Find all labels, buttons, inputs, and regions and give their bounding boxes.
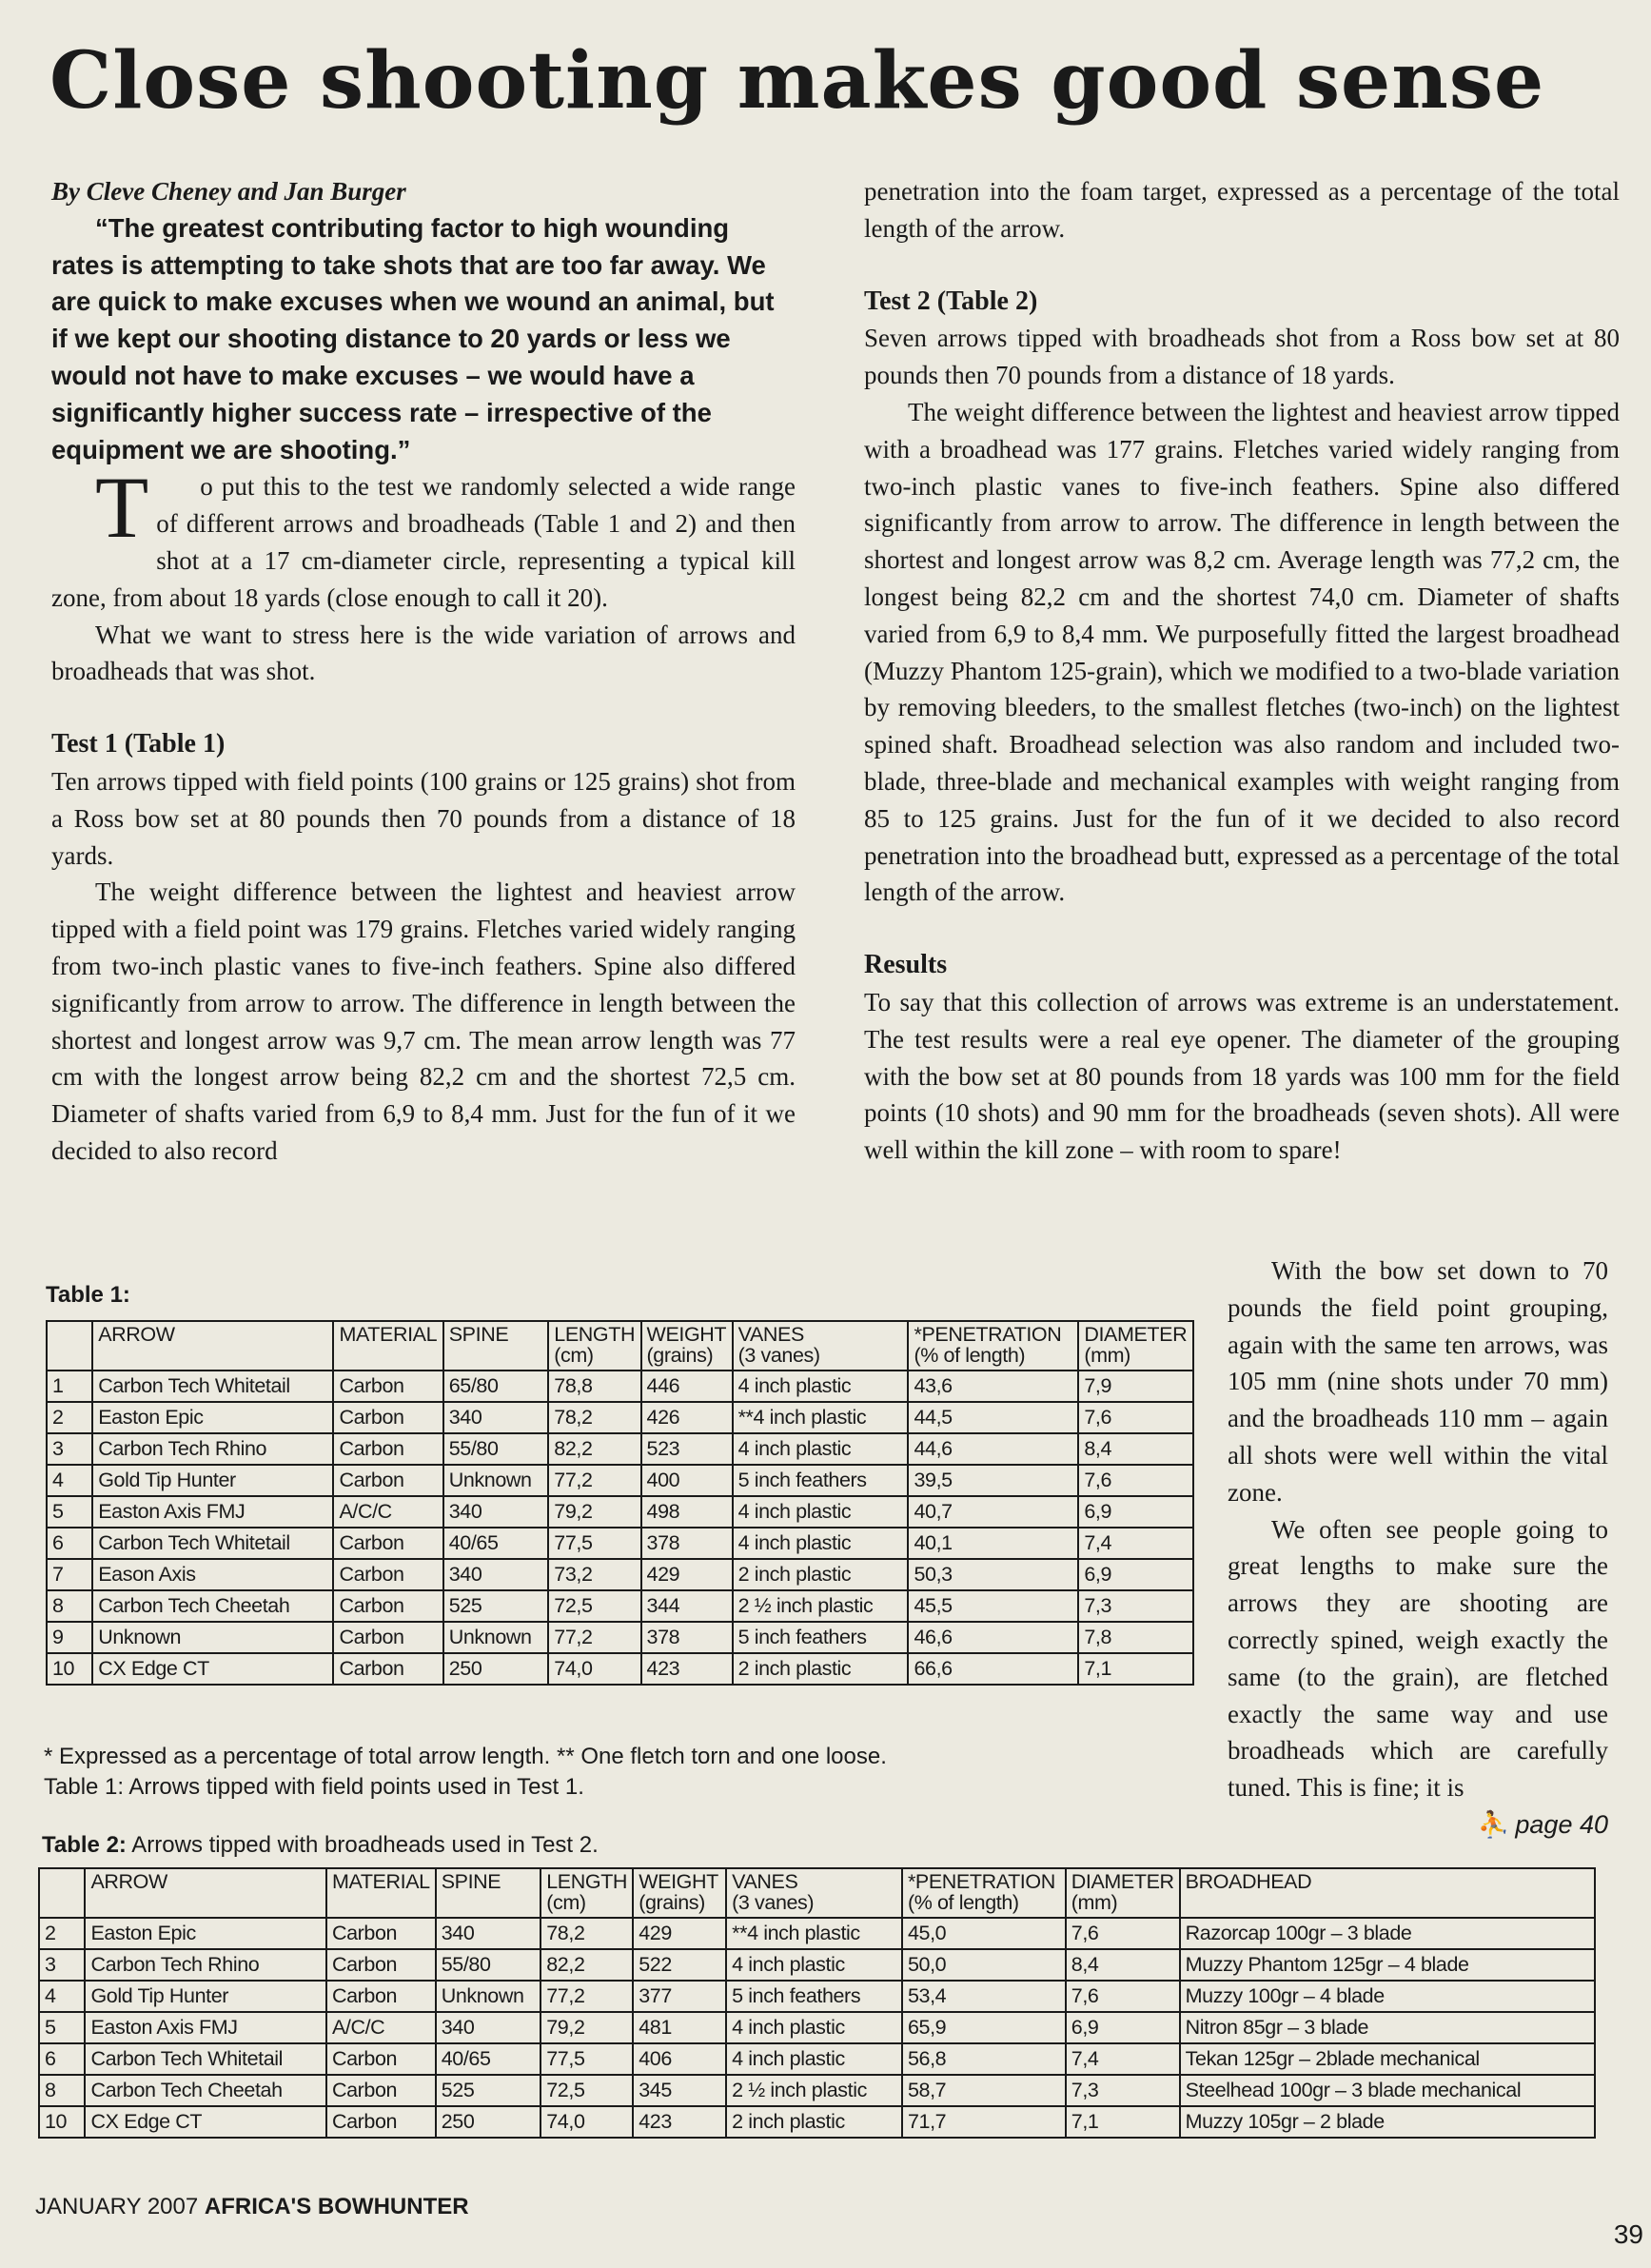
table2-cell: Carbon bbox=[326, 1949, 436, 1981]
table1-cell: 45,5 bbox=[908, 1590, 1078, 1622]
table2-cell: Gold Tip Hunter bbox=[85, 1981, 325, 2012]
table1-cell: Carbon bbox=[333, 1465, 442, 1496]
table1-header-6: VANES (3 vanes) bbox=[733, 1321, 909, 1371]
table1-row bbox=[47, 1622, 1193, 1653]
table2-cell: **4 inch plastic bbox=[726, 1918, 902, 1949]
table1-cell: Carbon bbox=[333, 1590, 442, 1622]
table2-cell: 40/65 bbox=[436, 2043, 541, 2075]
table2-cell: Muzzy Phantom 125gr – 4 blade bbox=[1180, 1949, 1595, 1981]
table2-cell: 2 inch plastic bbox=[726, 2106, 902, 2138]
runner-icon: ⛹ bbox=[1477, 1809, 1510, 1839]
table1-cell: 78,2 bbox=[548, 1402, 640, 1433]
table1-cell: 250 bbox=[443, 1653, 549, 1685]
table1-cell: Easton Axis FMJ bbox=[92, 1496, 333, 1528]
table1-cell: 429 bbox=[641, 1559, 733, 1590]
table2-row bbox=[39, 2012, 1595, 2043]
table2-cell: 340 bbox=[436, 1918, 541, 1949]
table1-header-1: ARROW bbox=[92, 1321, 333, 1371]
table1-cell: Easton Epic bbox=[92, 1402, 333, 1433]
table1-cell: Carbon Tech Whitetail bbox=[92, 1371, 333, 1402]
table1-cell: Carbon bbox=[333, 1528, 442, 1559]
article-title: Close shooting makes good sense bbox=[49, 35, 1545, 127]
table1-cell: Unknown bbox=[443, 1465, 549, 1496]
table1-cell: Carbon bbox=[333, 1402, 442, 1433]
table1-cell: 6 bbox=[47, 1528, 92, 1559]
table1-cell: 7,9 bbox=[1078, 1371, 1193, 1402]
test1-paragraph-2: The weight difference between the lightest and heaviest arrow tipped with a field point was 179 grains. Fletches varied widely ranging from two-inch plastic vanes to five-inch feathers. Spine also differed significantly from arrow to arrow. The difference in length between the shortest and longest arrow was 9,7 cm. The mean arrow length was 77 cm with the longest arrow being 82,2 cm and the shortest 72,5 cm. Diameter of shafts varied from 6,9 to 8,4 mm. Just for the fun of it we decided to also record bbox=[51, 878, 796, 1165]
table2-cell: 5 inch feathers bbox=[726, 1981, 902, 2012]
table2-cell: Carbon bbox=[326, 1981, 436, 2012]
table1-cell: 523 bbox=[641, 1433, 733, 1465]
table1-row bbox=[47, 1433, 1193, 1465]
table1-cell: 8 bbox=[47, 1590, 92, 1622]
table2-cell: 4 bbox=[39, 1981, 85, 2012]
table2-row bbox=[39, 1918, 1595, 1949]
table1-row bbox=[47, 1559, 1193, 1590]
continued-on-link[interactable] bbox=[1228, 1806, 1608, 1844]
table2-cell: 53,4 bbox=[902, 1981, 1066, 2012]
intro-paragraph-2: What we want to stress here is the wide variation of arrows and broadheads that was shot. bbox=[51, 620, 796, 686]
table1-row bbox=[47, 1528, 1193, 1559]
table1-cell: 10 bbox=[47, 1653, 92, 1685]
table1-cell: Carbon bbox=[333, 1371, 442, 1402]
table1-cell: 5 bbox=[47, 1496, 92, 1528]
table2-cell: 50,0 bbox=[902, 1949, 1066, 1981]
table2-header-0 bbox=[39, 1868, 85, 1918]
table1-cell: Gold Tip Hunter bbox=[92, 1465, 333, 1496]
table1-cell: 40,1 bbox=[908, 1528, 1078, 1559]
table2-row bbox=[39, 1949, 1595, 1981]
table2-cell: Razorcap 100gr – 3 blade bbox=[1180, 1918, 1595, 1949]
table2-cell: 7,6 bbox=[1066, 1918, 1180, 1949]
table2-cell: Nitron 85gr – 3 blade bbox=[1180, 2012, 1595, 2043]
table1-cell: 7,4 bbox=[1078, 1528, 1193, 1559]
table1-cell: 55/80 bbox=[443, 1433, 549, 1465]
side-paragraph-2: We often see people going to great lengths to make sure the arrows they are shooting are correctly spined, weigh exactly the same (to the grain), are fletched exactly the same way and use broadheads which are carefully tuned. This is fine; it is bbox=[1228, 1514, 1608, 1803]
table2-row bbox=[39, 1981, 1595, 2012]
table1-cell: 4 inch plastic bbox=[733, 1528, 909, 1559]
table1-cell: 7,6 bbox=[1078, 1402, 1193, 1433]
table2-cell: 82,2 bbox=[541, 1949, 633, 1981]
table2-cell: 377 bbox=[633, 1981, 726, 2012]
table2-cell: Easton Epic bbox=[85, 1918, 325, 1949]
table1-cell: Carbon Tech Whitetail bbox=[92, 1528, 333, 1559]
table2-cell: 5 bbox=[39, 2012, 85, 2043]
table2-header-7: *PENETRATION (% of length) bbox=[902, 1868, 1066, 1918]
table1-cell: 44,6 bbox=[908, 1433, 1078, 1465]
byline: By Cleve Cheney and Jan Burger bbox=[51, 177, 406, 206]
table2-cell: 2 ½ inch plastic bbox=[726, 2075, 902, 2106]
table2-row bbox=[39, 2106, 1595, 2138]
table1-cell: 82,2 bbox=[548, 1433, 640, 1465]
table2-cell: 7,4 bbox=[1066, 2043, 1180, 2075]
table2-cell: A/C/C bbox=[326, 2012, 436, 2043]
table2-cell: 8 bbox=[39, 2075, 85, 2106]
table1-cell: 6,9 bbox=[1078, 1559, 1193, 1590]
table1-header-3: SPINE bbox=[443, 1321, 549, 1371]
table2-cell: 55/80 bbox=[436, 1949, 541, 1981]
continued-label: page 40 bbox=[1515, 1809, 1608, 1839]
table1-cell: 43,6 bbox=[908, 1371, 1078, 1402]
test1-paragraph-1: Ten arrows tipped with field points (100 grains or 125 grains) shot from a Ross bow set at 80 pounds then 70 pounds from a distance of 18 yards. bbox=[51, 766, 796, 870]
table1-cell: 2 bbox=[47, 1402, 92, 1433]
table2-cell: 429 bbox=[633, 1918, 726, 1949]
results-paragraph: To say that this collection of arrows was extreme is an understatement. The test results were a real eye opener. The diameter of the grouping with the bow set at 80 pounds from 18 yards was 100 mm for the field points (10 shots) and 90 mm for the broadheads (seven shots). All were well within the kill zone – with room to spare! bbox=[864, 987, 1620, 1165]
table2-header-8: DIAMETER (mm) bbox=[1066, 1868, 1180, 1918]
table2-cell: 71,7 bbox=[902, 2106, 1066, 2138]
table2-cell: 2 bbox=[39, 1918, 85, 1949]
table1-cell: Unknown bbox=[92, 1622, 333, 1653]
table1-cell: 7 bbox=[47, 1559, 92, 1590]
table2-cell: 10 bbox=[39, 2106, 85, 2138]
table2-cell: Carbon bbox=[326, 2043, 436, 2075]
test2-paragraph-1: Seven arrows tipped with broadheads shot from a Ross bow set at 80 pounds then 70 pounds from a distance of 18 yards. bbox=[864, 324, 1620, 390]
table1-cell: A/C/C bbox=[333, 1496, 442, 1528]
table1-cell: 2 inch plastic bbox=[733, 1653, 909, 1685]
table1-cell: 4 inch plastic bbox=[733, 1433, 909, 1465]
table1-row bbox=[47, 1371, 1193, 1402]
table1-cell: 378 bbox=[641, 1622, 733, 1653]
table1-cell: 5 inch feathers bbox=[733, 1465, 909, 1496]
table1-description: Table 1: Arrows tipped with field points used in Test 1. bbox=[44, 1774, 584, 1800]
table1-cell: Carbon Tech Cheetah bbox=[92, 1590, 333, 1622]
table1-cell: 9 bbox=[47, 1622, 92, 1653]
table2-cell: 6,9 bbox=[1066, 2012, 1180, 2043]
table2-cell: 74,0 bbox=[541, 2106, 633, 2138]
table1-header-5: WEIGHT (grains) bbox=[641, 1321, 733, 1371]
results-heading: Results bbox=[864, 950, 948, 980]
table1-cell: 44,5 bbox=[908, 1402, 1078, 1433]
table2-cell: 345 bbox=[633, 2075, 726, 2106]
table1-cell: 40,7 bbox=[908, 1496, 1078, 1528]
table2-header-5: WEIGHT (grains) bbox=[633, 1868, 726, 1918]
table2-cell: 77,5 bbox=[541, 2043, 633, 2075]
table2-cell: 8,4 bbox=[1066, 1949, 1180, 1981]
table2-cell: Carbon Tech Whitetail bbox=[85, 2043, 325, 2075]
table1-header-7: *PENETRATION (% of length) bbox=[908, 1321, 1078, 1371]
table1-row bbox=[47, 1590, 1193, 1622]
table1-cell: 3 bbox=[47, 1433, 92, 1465]
table2-cell: Carbon Tech Rhino bbox=[85, 1949, 325, 1981]
intro-text: o put this to the test we randomly selected a wide range of different arrows and broadheads (Table 1 and 2) and then shot at a 17 cm-diameter circle, representing a typical kill zone, from about 18 yards (close enough to call it 20). bbox=[51, 472, 796, 612]
table1-cell: 72,5 bbox=[548, 1590, 640, 1622]
table1-notes bbox=[44, 1742, 887, 1803]
table2-header-3: SPINE bbox=[436, 1868, 541, 1918]
table1-cell: 340 bbox=[443, 1402, 549, 1433]
table2-cell: 406 bbox=[633, 2043, 726, 2075]
table1-row bbox=[47, 1402, 1193, 1433]
table1-header-4: LENGTH (cm) bbox=[548, 1321, 640, 1371]
table2-cell: 6 bbox=[39, 2043, 85, 2075]
table1-cell: 1 bbox=[47, 1371, 92, 1402]
table1-cell: 7,8 bbox=[1078, 1622, 1193, 1653]
table2-header-2: MATERIAL bbox=[326, 1868, 436, 1918]
table1-header-2: MATERIAL bbox=[333, 1321, 442, 1371]
continued-paragraph: penetration into the foam target, expressed as a percentage of the total length of the arrow. bbox=[864, 177, 1620, 243]
table2-cell: 65,9 bbox=[902, 2012, 1066, 2043]
table1-cell: 73,2 bbox=[548, 1559, 640, 1590]
table1-cell: 340 bbox=[443, 1559, 549, 1590]
page-number: 39 bbox=[1613, 2219, 1643, 2249]
table1-cell: 344 bbox=[641, 1590, 733, 1622]
table2-row bbox=[39, 2043, 1595, 2075]
table1-cell: 79,2 bbox=[548, 1496, 640, 1528]
table1-cell: 40/65 bbox=[443, 1528, 549, 1559]
table1-cell: 7,6 bbox=[1078, 1465, 1193, 1496]
table2-header-1: ARROW bbox=[85, 1868, 325, 1918]
table2-cell: 78,2 bbox=[541, 1918, 633, 1949]
table1-cell: **4 inch plastic bbox=[733, 1402, 909, 1433]
table2 bbox=[38, 1867, 1596, 2139]
right-column bbox=[864, 173, 1620, 1169]
table2-cell: 7,1 bbox=[1066, 2106, 1180, 2138]
table1-cell: 65/80 bbox=[443, 1371, 549, 1402]
table1-cell: 39,5 bbox=[908, 1465, 1078, 1496]
table2-cell: Muzzy 105gr – 2 blade bbox=[1180, 2106, 1595, 2138]
table2-cell: 4 inch plastic bbox=[726, 2043, 902, 2075]
table1-cell: 378 bbox=[641, 1528, 733, 1559]
table1-cell: 525 bbox=[443, 1590, 549, 1622]
table1-cell: 426 bbox=[641, 1402, 733, 1433]
table1-cell: 6,9 bbox=[1078, 1496, 1193, 1528]
table1-cell: 400 bbox=[641, 1465, 733, 1496]
table2-cell: 481 bbox=[633, 2012, 726, 2043]
table2-cell: Muzzy 100gr – 4 blade bbox=[1180, 1981, 1595, 2012]
table2-cell: 45,0 bbox=[902, 1918, 1066, 1949]
table1-cell: Carbon bbox=[333, 1653, 442, 1685]
table1-cell: 498 bbox=[641, 1496, 733, 1528]
issue-footer: JANUARY 2007 AFRICA'S BOWHUNTER bbox=[35, 2194, 469, 2219]
table1-cell: 4 inch plastic bbox=[733, 1496, 909, 1528]
table1-cell: 77,2 bbox=[548, 1465, 640, 1496]
table2-cell: Steelhead 100gr – 3 blade mechanical bbox=[1180, 2075, 1595, 2106]
table1-cell: 74,0 bbox=[548, 1653, 640, 1685]
table2-cell: 7,3 bbox=[1066, 2075, 1180, 2106]
table2-cell: Carbon bbox=[326, 2106, 436, 2138]
table1-cell: 4 inch plastic bbox=[733, 1371, 909, 1402]
table1-header-8: DIAMETER (mm) bbox=[1078, 1321, 1193, 1371]
side-column bbox=[1228, 1252, 1608, 1844]
intro-paragraph bbox=[51, 459, 796, 616]
table2-header-6: VANES (3 vanes) bbox=[726, 1868, 902, 1918]
table1-cell: Carbon bbox=[333, 1622, 442, 1653]
table2-cell: 340 bbox=[436, 2012, 541, 2043]
table1-cell: CX Edge CT bbox=[92, 1653, 333, 1685]
table2-cell: 77,2 bbox=[541, 1981, 633, 2012]
drop-cap: T bbox=[95, 459, 149, 557]
table2-cell: 4 inch plastic bbox=[726, 1949, 902, 1981]
table1-cell: 2 inch plastic bbox=[733, 1559, 909, 1590]
table1-cell: 78,8 bbox=[548, 1371, 640, 1402]
table2-cell: 525 bbox=[436, 2075, 541, 2106]
table1-cell: 340 bbox=[443, 1496, 549, 1528]
table2-cell: 7,6 bbox=[1066, 1981, 1180, 2012]
table1-cell: Carbon Tech Rhino bbox=[92, 1433, 333, 1465]
table2-cell: 3 bbox=[39, 1949, 85, 1981]
table2-cell: 250 bbox=[436, 2106, 541, 2138]
table1-cell: 77,2 bbox=[548, 1622, 640, 1653]
table2-header-9: BROADHEAD bbox=[1180, 1868, 1595, 1918]
table1-cell: 66,6 bbox=[908, 1653, 1078, 1685]
table1-cell: Unknown bbox=[443, 1622, 549, 1653]
side-paragraph-1: With the bow set down to 70 pounds the field point grouping, again with the same ten arrows, was 105 mm (nine shots under 70 mm) and the broadheads 110 mm – again all shots were well within the vital zone. bbox=[1228, 1256, 1608, 1507]
table1-footnote: * Expressed as a percentage of total arrow length. ** One fletch torn and one loose. bbox=[44, 1744, 887, 1769]
table2-caption: Table 2: Arrows tipped with broadheads used in Test 2. bbox=[42, 1832, 599, 1858]
table2-cell: CX Edge CT bbox=[85, 2106, 325, 2138]
pull-quote: “The greatest contributing factor to high wounding rates is attempting to take shots that are too far away. We are quick to make excuses when we wound an animal, but if we kept our shooting distance to 20 yards or less we would not have to make excuses – we would have a significantly higher success rate – irrespective of the equipment we are shooting.” bbox=[51, 212, 775, 464]
table1-caption: Table 1: bbox=[46, 1282, 130, 1308]
table1-cell: 50,3 bbox=[908, 1559, 1078, 1590]
table1-row bbox=[47, 1496, 1193, 1528]
table1-cell: 5 inch feathers bbox=[733, 1622, 909, 1653]
table2-cell: Carbon bbox=[326, 1918, 436, 1949]
test2-heading: Test 2 (Table 2) bbox=[864, 286, 1038, 316]
table1 bbox=[46, 1320, 1194, 1686]
table2-cell: 4 inch plastic bbox=[726, 2012, 902, 2043]
table1-cell: 2 ½ inch plastic bbox=[733, 1590, 909, 1622]
table2-cell: Carbon Tech Cheetah bbox=[85, 2075, 325, 2106]
table1-cell: Carbon bbox=[333, 1559, 442, 1590]
table2-cell: 423 bbox=[633, 2106, 726, 2138]
table2-cell: 56,8 bbox=[902, 2043, 1066, 2075]
table2-cell: Easton Axis FMJ bbox=[85, 2012, 325, 2043]
table2-cell: Carbon bbox=[326, 2075, 436, 2106]
table1-row bbox=[47, 1465, 1193, 1496]
table2-row bbox=[39, 2075, 1595, 2106]
table2-cell: Tekan 125gr – 2blade mechanical bbox=[1180, 2043, 1595, 2075]
table2-cell: Unknown bbox=[436, 1981, 541, 2012]
table1-cell: 423 bbox=[641, 1653, 733, 1685]
table1-cell: 8,4 bbox=[1078, 1433, 1193, 1465]
test1-heading: Test 1 (Table 1) bbox=[51, 729, 226, 759]
table1-cell: 446 bbox=[641, 1371, 733, 1402]
table1-cell: 77,5 bbox=[548, 1528, 640, 1559]
table2-cell: 72,5 bbox=[541, 2075, 633, 2106]
table2-cell: 79,2 bbox=[541, 2012, 633, 2043]
table1-cell: Carbon bbox=[333, 1433, 442, 1465]
table2-cell: 522 bbox=[633, 1949, 726, 1981]
table2-header-4: LENGTH (cm) bbox=[541, 1868, 633, 1918]
table1-cell: 4 bbox=[47, 1465, 92, 1496]
left-column bbox=[51, 173, 796, 1170]
table1-cell: 7,1 bbox=[1078, 1653, 1193, 1685]
table1-cell: 7,3 bbox=[1078, 1590, 1193, 1622]
table1-row bbox=[47, 1653, 1193, 1685]
table1-header-0 bbox=[47, 1321, 92, 1371]
table2-cell: 58,7 bbox=[902, 2075, 1066, 2106]
table1-cell: 46,6 bbox=[908, 1622, 1078, 1653]
table1-cell: Eason Axis bbox=[92, 1559, 333, 1590]
test2-paragraph-2: The weight difference between the lightest and heaviest arrow tipped with a broadhead was 177 grains. Fletches varied widely ranging from two-inch plastic vanes to five-inch feathers. Spine also differed significantly from arrow to arrow. The difference in length between the shortest and longest arrow was 8,2 cm. Average length was 77,2 cm, the longest being 82,2 cm and the shortest 74,0 cm. Diameter of shafts varied from 6,9 to 8,4 mm. We purposefully fitted the largest broadhead (Muzzy Phantom 125-grain), which we modified to a two-blade variation by removing bleeders, to the smallest fletches (two-inch) on the lightest spined shaft. Broadhead selection was also random and included two-blade, three-blade and mechanical examples with weight ranging from 85 to 125 grains. Just for the fun of it we decided to also record penetration into the broadhead butt, expressed as a percentage of the total length of the arrow. bbox=[864, 397, 1620, 907]
